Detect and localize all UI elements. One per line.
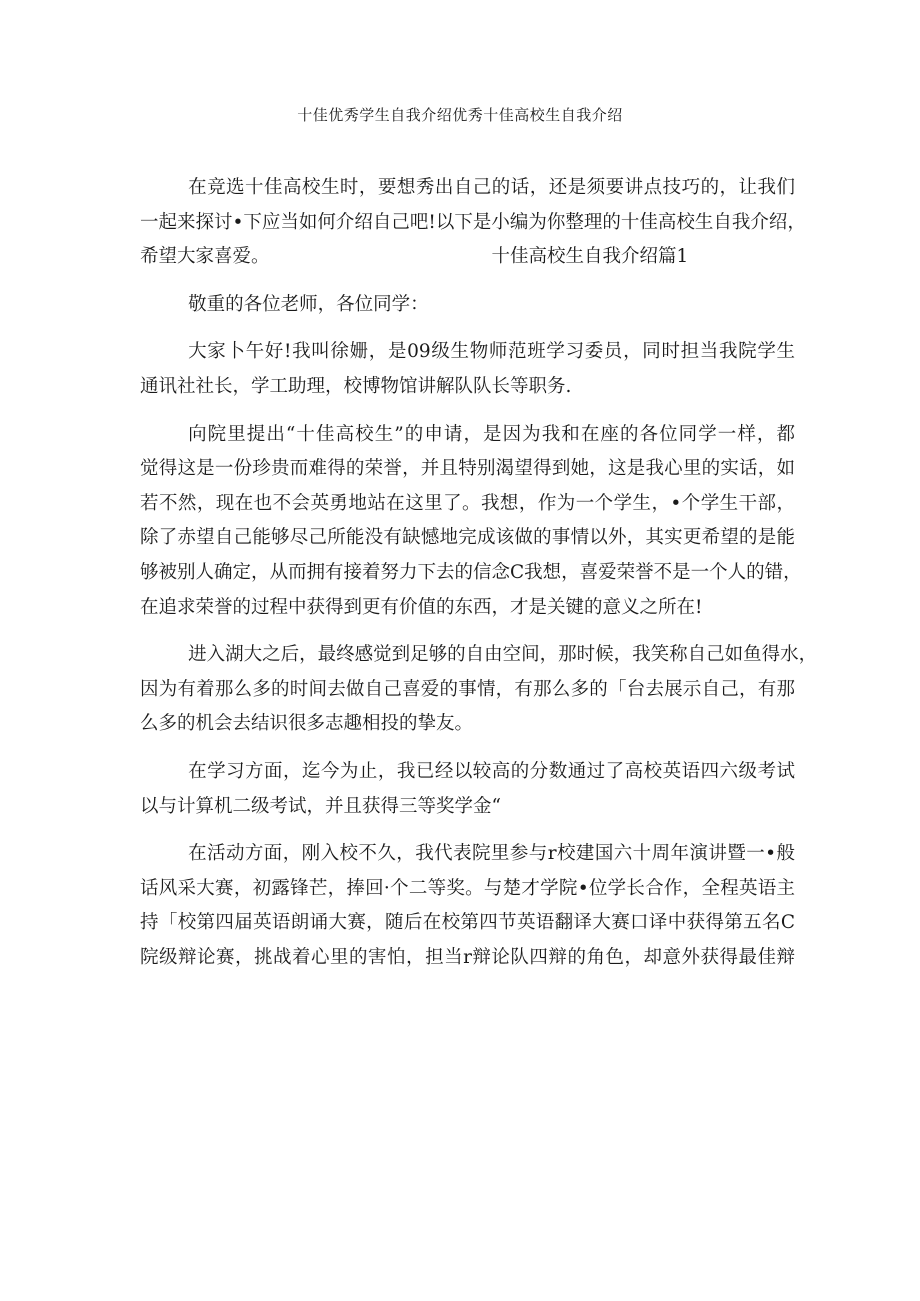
paragraph xyxy=(140,171,806,275)
paragraph xyxy=(140,638,818,742)
paragraph-line: 通讯社社长，学工助理，校博物馆讲解队队长等职务. xyxy=(140,375,572,397)
paragraph-line: 话风采大赛，初露锋芒，捧回·个二等奖。与楚才学院•位学长合作，全程英语主 xyxy=(140,877,795,899)
paragraph-line: 在竞选十佳高校生时，要想秀出自己的话，还是须要讲点技巧的，让我们 xyxy=(188,177,795,198)
paragraph xyxy=(140,418,802,626)
paragraph-line: 在活动方面，刚入校不久，我代表院里参与r校建国六十周年演讲暨一•般 xyxy=(188,843,795,865)
paragraph-line: 以与计算机二级考试，并且获得三等奖学金“ xyxy=(140,795,501,817)
paragraph xyxy=(140,755,795,824)
paragraph-line: 够被别人确定，从而拥有接着努力下去的信念C我想，喜爱荣誉不是一个人的错， xyxy=(140,561,802,583)
paragraph-line xyxy=(140,240,795,275)
paragraph-line: 因为有着那么多的时间去做自己喜爱的事情，有那么多的「台去展示自己，有那 xyxy=(140,678,795,700)
document-title: 十佳优秀学生自我介绍优秀十佳高校生自我介绍 xyxy=(297,106,623,124)
paragraph-line: 在学习方面，迄今为止，我已经以较高的分数通过了高校英语四六级考试 xyxy=(188,760,795,782)
paragraph xyxy=(140,288,795,323)
paragraph-line: 敬重的各位老师，各位同学： xyxy=(188,293,429,315)
paragraph-line: 除了赤望自己能够尽己所能没有缺憾地完成该做的事情以外，其实更希望的是能 xyxy=(140,527,795,549)
paragraph-line: 院级辩论赛，挑战着心里的害怕，担当r辩论队四辩的角色，却意外获得最佳辩 xyxy=(140,946,795,968)
paragraph-line: 进入湖大之后，最终感觉到足够的自由空间，那时候，我笑称自己如鱼得水， xyxy=(188,644,818,666)
section-heading: 十佳高校生自我介绍篇1 xyxy=(491,246,689,268)
paragraph-line: 么多的机会去结识很多志趣相投的挚友。 xyxy=(140,713,474,735)
paragraph-line: 大家卜午好!我叫徐姗，是09级生物师范班学习委员，同时担当我院学生 xyxy=(188,341,795,363)
document-body xyxy=(140,171,818,975)
paragraph-line: 一起来探讨•下应当如何介绍自己吧!以下是小编为你整理的十佳高校生自我介绍， xyxy=(140,211,806,233)
paragraph-line: 持「校第四届英语朗诵大赛，随后在校第四节英语翻译大赛口译中获得第五名C xyxy=(140,912,795,934)
paragraph-line-text: 希望大家喜爱。 xyxy=(140,246,270,268)
paragraph xyxy=(140,335,795,404)
paragraph-line: 若不然，现在也不会英勇地站在这里了。我想，作为一个学生，•个学生干部， xyxy=(140,492,795,514)
paragraph-line: 在追求荣誉的过程中获得到更有价值的东西，才是关键的意义之所在! xyxy=(140,596,703,618)
paragraph xyxy=(140,837,795,975)
paragraph-line: 向院里提出“十佳高校生”的申请，是因为我和在座的各位同学一样，都 xyxy=(188,423,795,445)
paragraph-line: 觉得这是一份珍贵而难得的荣誉，并且特别渴望得到她，这是我心里的实话，如 xyxy=(140,458,795,480)
